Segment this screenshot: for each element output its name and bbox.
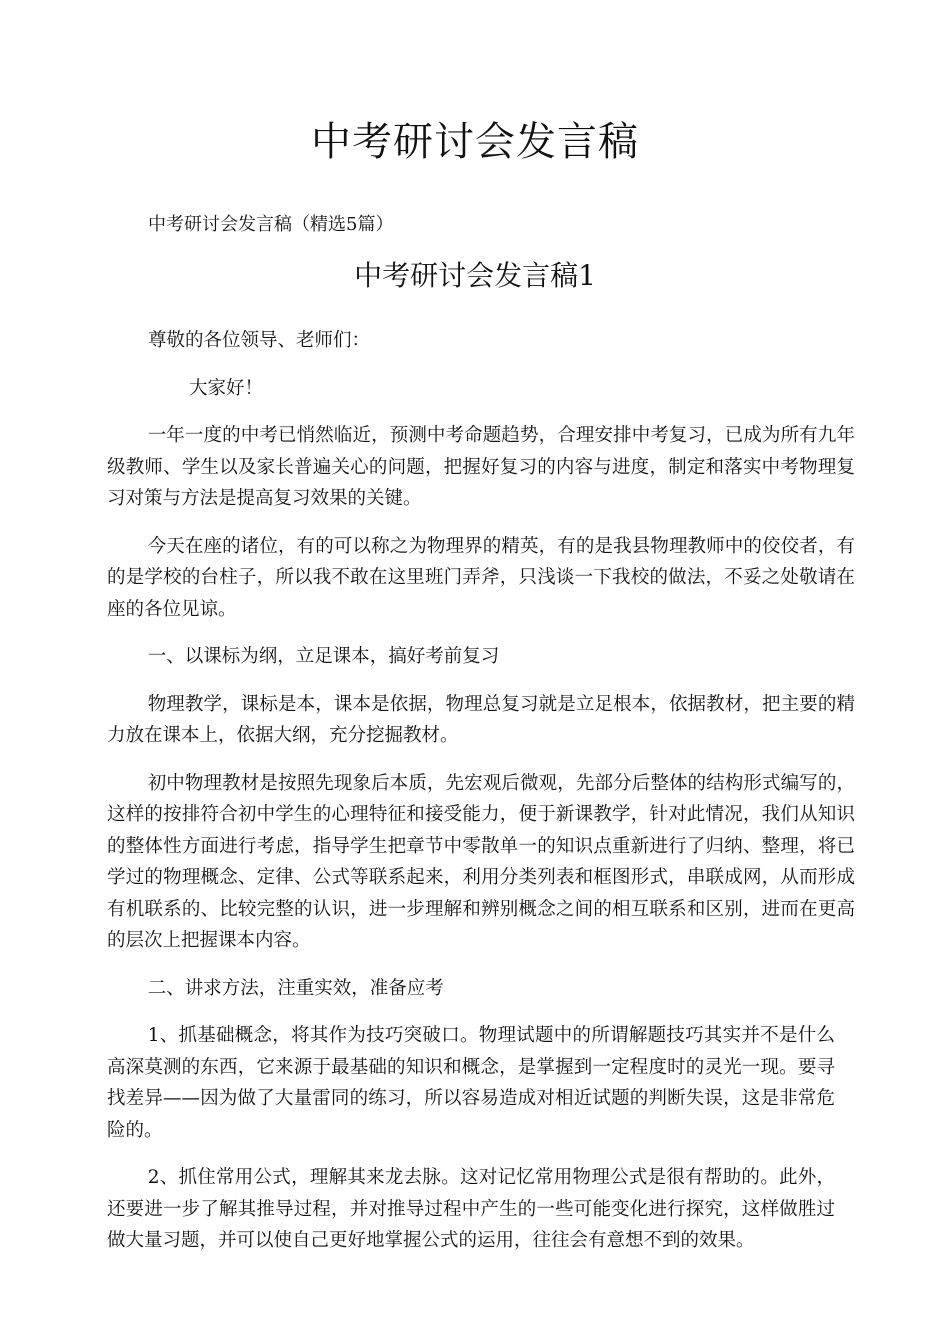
paragraph: 2、抓住常用公式，理解其来龙去脉。这对记忆常用物理公式是很有帮助的。此外，还要进一步了解其推导过程，并对推导过程中产生的一些可能变化进行探究，这样做胜过做大量习题，并可以使自己更好地掌握公式的运用，往往会有意想不到的效果。 [107,1167,835,1251]
paragraph: 今天在座的诸位，有的可以称之为物理界的精英，有的是我县物理教师中的佼佼者，有的是学校的台柱子，所以我不敢在这里班门弄斧，只浅谈一下我校的做法，不妥之处敬请在座的各位见谅。 [107,535,855,620]
paragraph: 物理教学，课标是本，课本是依据，物理总复习就是立足根本，依据教材，把主要的精力放在课本上，依据大纲，充分挖掘教材。 [107,693,855,746]
section-heading: 一、以课标为纲，立足课本，搞好考前复习 [147,646,500,667]
document-body [107,325,855,1273]
paragraph: 一年一度的中考已悄然临近，预测中考命题趋势，合理安排中考复习，已成为所有九年级教师、学生以及家长普遍关心的问题，把握好复习的内容与进度，制定和落实中考物理复习对策与方法是提高复习效果的关键。 [107,425,855,509]
section-title: 中考研讨会发言稿1 [354,259,596,292]
salutation: 尊敬的各位领导、老师们： [148,330,371,351]
section-heading: 二、讲求方法，注重实效，准备应考 [147,977,444,999]
paragraph: 1、抓基础概念，将其作为技巧突破口。物理试题中的所谓解题技巧其实并不是什么高深莫测的东西，它来源于最基础的知识和概念，是掌握到一定程度时的灵光一现。要寻找差异——因为做了大量雷同的练习，所以容易造成对相近试题的判断失误，这是非常危险的。 [107,1025,835,1141]
document-title: 中考研讨会发言稿 [311,119,639,165]
document-subtitle: 中考研讨会发言稿（精选5篇） [148,214,394,235]
paragraph: 初中物理教材是按照先现象后本质，先宏观后微观，先部分后整体的结构形式编写的，这样的按排符合初中学生的心理特征和接受能力，便于新课教学，针对此情况，我们从知识的整体性方面进行考虑，指导学生把章节中零散单一的知识点重新进行了归纳、整理，将已学过的物理概念、定律、公式等联系起来，利用分类列表和框图形式，串联成网，从而形成有机联系的、比较完整的认识，进一步理解和辨别概念之间的相互联系和区别，进而在更高的层次上把握课本内容。 [107,772,855,951]
greeting: 大家好！ [189,377,264,399]
